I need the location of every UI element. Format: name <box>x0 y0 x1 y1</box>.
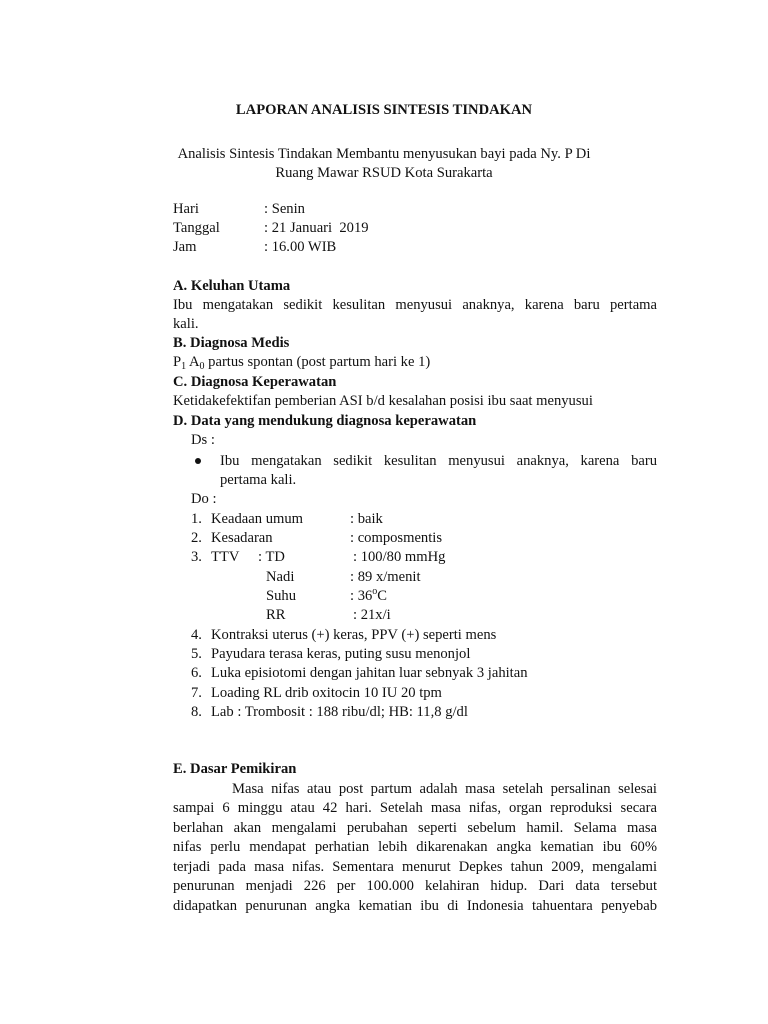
bullet-icon <box>195 458 201 464</box>
info-label-jam: Jam <box>173 239 197 255</box>
info-value-tanggal: : 21 Januari 2019 <box>264 220 369 236</box>
section-e-line: nifas perlu mendapat perhatian lebih dikarenakan angka kematian ibu 60% <box>173 839 657 855</box>
temperature-unit: C <box>377 588 388 604</box>
do-item-number: 3. <box>191 549 202 565</box>
parity-a: A <box>186 354 200 370</box>
do-item-text: Luka episiotomi dengan jahitan luar sebnyak 3 jahitan <box>211 665 528 681</box>
ttv-value: : 21x/i <box>353 607 391 623</box>
do-item-text: Payudara terasa keras, puting susu menonjol <box>211 646 471 662</box>
section-d-heading: D. Data yang mendukung diagnosa keperawatan <box>173 413 477 429</box>
info-label-tanggal: Tanggal <box>173 220 220 236</box>
do-label: Do : <box>191 491 217 507</box>
section-c-heading: C. Diagnosa Keperawatan <box>173 374 337 390</box>
section-e-line: terjadi pada masa nifas. Sementara menurut Depkes tahun 2009, mengalami <box>173 859 657 875</box>
info-label-hari: Hari <box>173 201 199 217</box>
info-value-hari: : Senin <box>264 201 305 217</box>
do-item-label: Keadaan umum <box>211 511 303 527</box>
ttv-label: Suhu <box>266 588 297 604</box>
info-value-jam: : 16.00 WIB <box>264 239 337 255</box>
ttv-value: : 89 x/menit <box>350 569 421 585</box>
section-a-text-line-2: kali. <box>173 316 199 332</box>
do-item-number: 2. <box>191 530 202 546</box>
do-item-number: 5. <box>191 646 202 662</box>
do-item-number: 4. <box>191 627 202 643</box>
do-item-text: Lab : Trombosit : 188 ribu/dl; HB: 11,8 g/dl <box>211 704 468 720</box>
section-e-line: penurunan menjadi 226 per 100.000 kelahiran hidup. Dari data tersebut <box>173 878 657 894</box>
ttv-td-value: : 100/80 mmHg <box>353 549 446 565</box>
page-title: LAPORAN ANALISIS SINTESIS TINDAKAN <box>235 102 533 118</box>
ttv-label: RR <box>266 607 286 623</box>
temperature-value: : 36 <box>350 588 373 604</box>
do-item-text: Kontraksi uterus (+) keras, PPV (+) seperti mens <box>211 627 497 643</box>
section-e-line: berlahan akan mengalami perubahan seperti sebelum hamil. Selama masa <box>173 820 657 836</box>
subtitle-line-1: Analisis Sintesis Tindakan Membantu menyusukan bayi pada Ny. P Di <box>177 146 591 162</box>
subtitle-line-2: Ruang Mawar RSUD Kota Surakarta <box>275 165 493 181</box>
ds-label: Ds : <box>191 432 215 448</box>
section-b-text <box>173 352 430 372</box>
do-item-number: 1. <box>191 511 202 527</box>
do-item-number: 7. <box>191 685 202 701</box>
section-e-heading: E. Dasar Pemikiran <box>173 761 297 777</box>
ttv-value <box>350 586 387 606</box>
section-e-line: didapatkan penurunan angka kematian ibu di Indonesia tahuentara penyebab <box>173 898 657 914</box>
section-c-text: Ketidakefektifan pemberian ASI b/d kesalahan posisi ibu saat menyusui <box>173 393 593 409</box>
do-item-value: : baik <box>350 511 383 527</box>
ttv-td-label: : TD <box>258 549 285 565</box>
do-item-label: TTV <box>211 549 240 565</box>
section-e-line: Masa nifas atau post partum adalah masa setelah persalinan selesai <box>232 781 657 797</box>
degree-sup: o <box>372 586 378 597</box>
section-b-heading: B. Diagnosa Medis <box>173 335 290 351</box>
do-item-label: Kesadaran <box>211 530 273 546</box>
do-item-number: 6. <box>191 665 202 681</box>
section-a-heading: A. Keluhan Utama <box>173 278 291 294</box>
ttv-label: Nadi <box>266 569 295 585</box>
ds-bullet-line-2: pertama kali. <box>220 472 297 488</box>
parity-a-sub: 0 <box>199 361 205 372</box>
do-item-value: : composmentis <box>350 530 443 546</box>
parity-p: P <box>173 354 182 370</box>
section-a-text-line-1: Ibu mengatakan sedikit kesulitan menyusui anaknya, karena baru pertama <box>173 297 657 313</box>
section-e-line: sampai 6 minggu atau 42 hari. Setelah masa nifas, organ reproduksi secara <box>173 800 657 816</box>
diagnosis-text: partus spontan (post partum hari ke 1) <box>204 354 431 370</box>
parity-p-sub: 1 <box>181 361 187 372</box>
ds-bullet-line-1: Ibu mengatakan sedikit kesulitan menyusui anaknya, karena baru <box>220 453 657 469</box>
do-item-number: 8. <box>191 704 202 720</box>
do-item-text: Loading RL drib oxitocin 10 IU 20 tpm <box>211 685 442 701</box>
